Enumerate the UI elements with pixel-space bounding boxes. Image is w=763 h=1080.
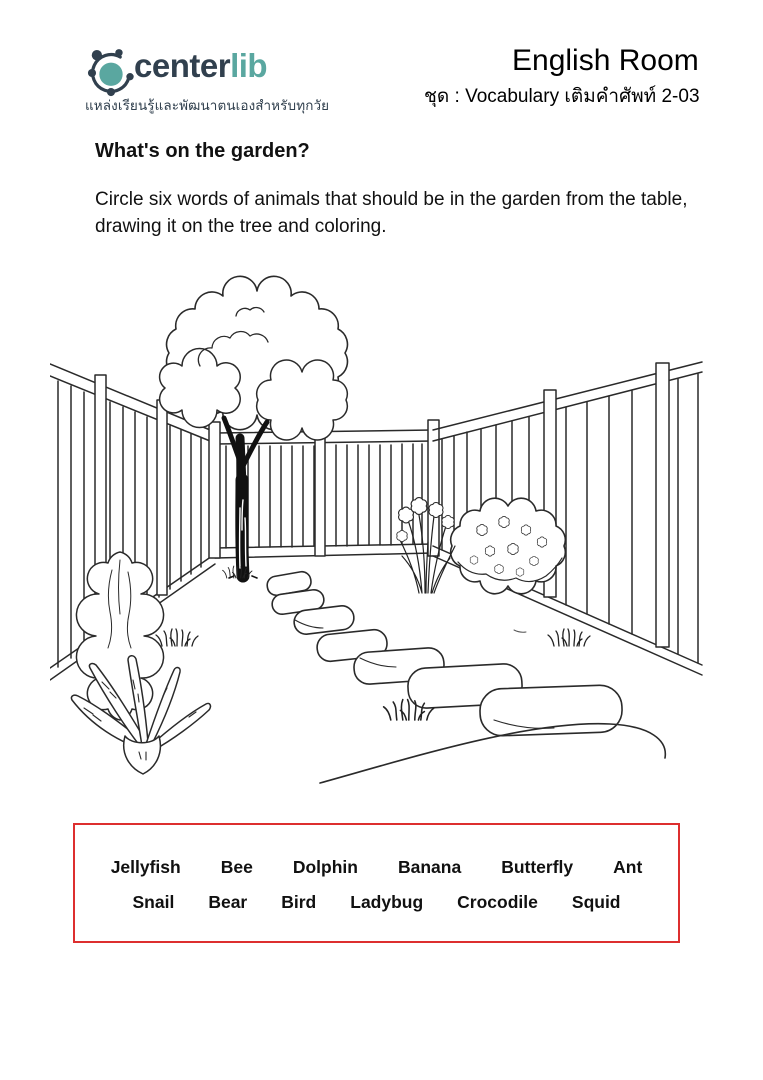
word-jellyfish: Jellyfish	[110, 857, 181, 877]
brand-wordmark	[134, 47, 267, 85]
word-ladybug: Ladybug	[350, 892, 424, 912]
room-title: English Room	[512, 44, 699, 77]
garden-illustration	[50, 268, 710, 798]
word-row-1	[75, 857, 678, 878]
instructions-line-2: drawing it on the tree and coloring.	[95, 216, 387, 237]
word-bird: Bird	[281, 892, 317, 912]
word-snail: Snail	[132, 892, 175, 912]
word-dolphin: Dolphin	[292, 857, 358, 877]
word-crocodile: Crocodile	[457, 892, 538, 912]
instructions-line-1: Circle six words of animals that should be in the garden from the table,	[95, 189, 688, 210]
brand-prefix: center	[134, 47, 231, 84]
brand-suffix: lib	[230, 47, 268, 84]
stepping-stones	[266, 570, 666, 783]
word-box	[73, 823, 680, 943]
columnar-bush	[76, 552, 163, 720]
word-row-2	[75, 892, 678, 913]
series-subtitle: ชุด : Vocabulary เติมคำศัพท์ 2-03	[424, 86, 700, 107]
word-squid: Squid	[571, 892, 621, 912]
brand-tagline: แหล่งเรียนรู้และพัฒนาตนเองสำหรับทุกวัย	[85, 98, 330, 113]
word-bear: Bear	[208, 892, 248, 912]
word-butterfly: Butterfly	[501, 857, 574, 877]
word-ant: Ant	[613, 857, 643, 877]
centerlib-logo-icon	[84, 46, 138, 100]
flowering-bush	[451, 498, 566, 594]
worksheet-heading: What's on the garden?	[95, 140, 310, 162]
word-banana: Banana	[397, 857, 462, 877]
flower-clump	[397, 498, 455, 593]
word-bee: Bee	[220, 857, 253, 877]
